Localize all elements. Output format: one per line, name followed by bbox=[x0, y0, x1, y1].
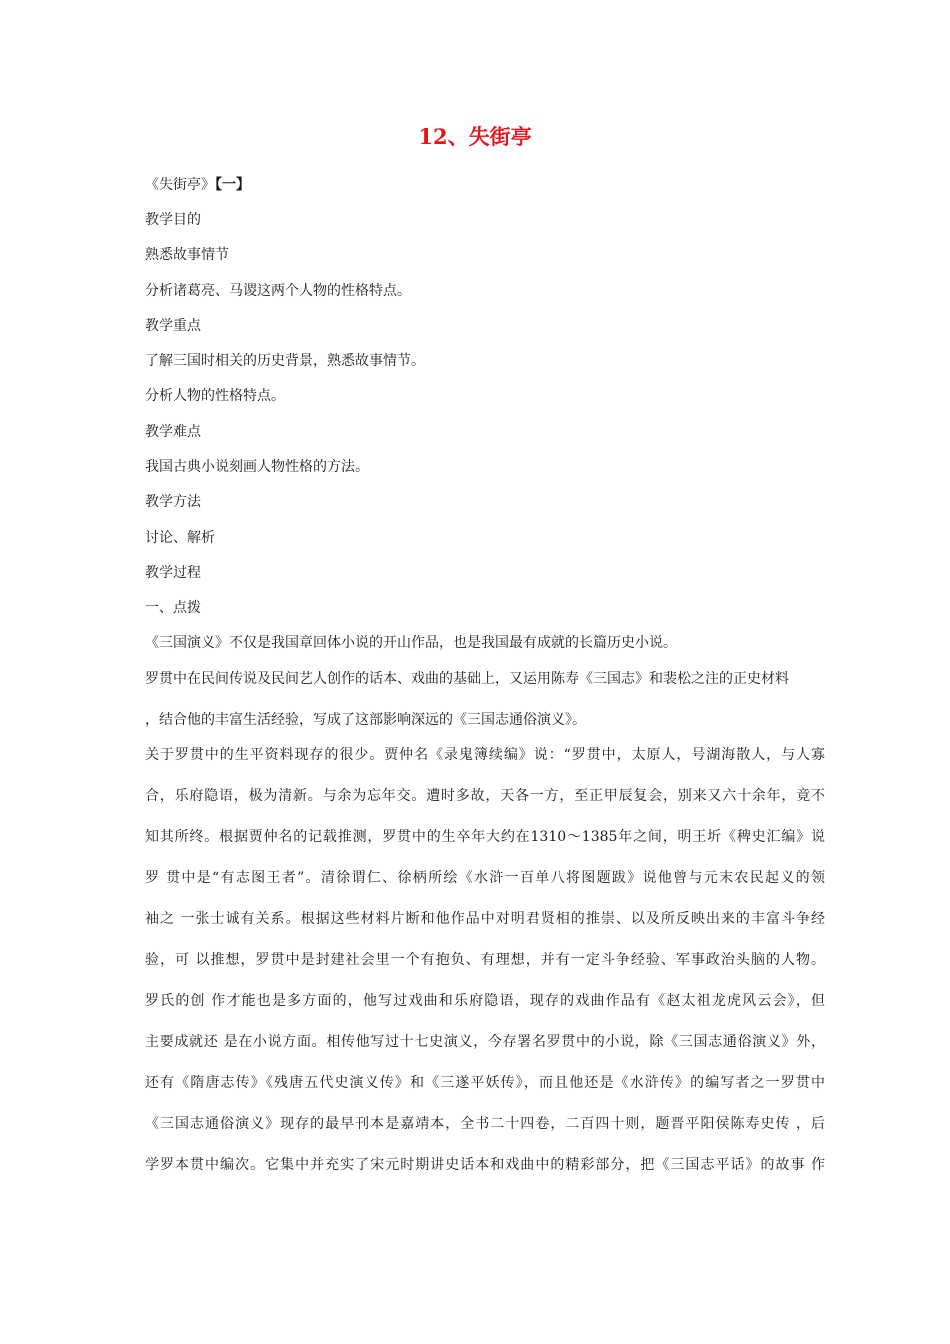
body-line: 罗贯中在民间传说及民间艺人创作的话本、戏曲的基础上，又运用陈寿《三国志》和裴松之注的正史材料 bbox=[145, 671, 789, 687]
body-line: 学罗本贯中编次。它集中并充实了宋元时期讲史话本和戏曲中的精彩部分，把《三国志平话》的故事 作 bbox=[145, 1157, 825, 1173]
subtitle-text: 《失街亭》 bbox=[145, 177, 215, 193]
body-line: 《三国志通俗演义》现存的最早刊本是嘉靖本，全书二十四卷，二百四十则，题晋平阳侯陈寿史传 ，后 bbox=[145, 1116, 825, 1132]
body-line: 罗氏的创 作才能也是多方面的，他写过戏曲和乐府隐语，现存的戏曲作品有《赵太祖龙虎风云会》，但 bbox=[145, 993, 825, 1009]
body-line: 分析诸葛亮、马谡这两个人物的性格特点。 bbox=[145, 283, 411, 299]
body-line: 讨论、解析 bbox=[145, 530, 215, 546]
body-line: 合，乐府隐语，极为清新。与余为忘年交。遭时多故，天各一方，至正甲辰复会，别来又六十余年，竟不 bbox=[145, 788, 825, 804]
body-line: 教学过程 bbox=[145, 565, 201, 581]
body-line: ，结合他的丰富生活经验，写成了这部影响深远的《三国志通俗演义》。 bbox=[145, 712, 586, 728]
body-line: 教学目的 bbox=[145, 212, 201, 228]
body-line: 分析人物的性格特点。 bbox=[145, 388, 285, 404]
body-line: 知其所终。根据贾仲名的记载推测，罗贯中的生卒年大约在1310～1385年之间，明王圻《稗史汇编》说 bbox=[145, 829, 825, 845]
body-line: 主要成就还 是在小说方面。相传他写过十七史演义，今存署名罗贯中的小说，除《三国志通俗演义》外， bbox=[145, 1034, 825, 1050]
body-line: 罗 贯中是“有志图王者”。清徐谓仁、徐柄所绘《水浒一百单八将图题跋》说他曾与元末农民起义的领 bbox=[145, 870, 825, 886]
body-line: 关于罗贯中的生平资料现存的很少。贾仲名《录鬼簿续编》说：“罗贯中，太原人，号湖海散人，与人寡 bbox=[145, 747, 825, 763]
body-line: 我国古典小说刻画人物性格的方法。 bbox=[145, 459, 369, 475]
body-line: 验，可 以推想，罗贯中是封建社会里一个有抱负、有理想，并有一定斗争经验、军事政治头脑的人物。 bbox=[145, 952, 825, 968]
body-line: 一、点拨 bbox=[145, 600, 201, 616]
subtitle-bracket: 【一】 bbox=[215, 177, 250, 193]
body-line: 《三国演义》不仅是我国章回体小说的开山作品，也是我国最有成就的长篇历史小说。 bbox=[145, 635, 677, 651]
body-line: 教学难点 bbox=[145, 424, 201, 440]
body-line: 了解三国时相关的历史背景，熟悉故事情节。 bbox=[145, 353, 425, 369]
page-title: 12、失街亭 bbox=[418, 124, 532, 149]
body-line: 教学重点 bbox=[145, 318, 201, 334]
body-line: 熟悉故事情节 bbox=[145, 247, 229, 263]
subtitle-line bbox=[145, 176, 825, 194]
body-line: 袖之 一张士诚有关系。根据这些材料片断和他作品中对明君贤相的推崇、以及所反映出来的丰富斗争经 bbox=[145, 911, 825, 927]
body-line: 教学方法 bbox=[145, 494, 201, 510]
body-line: 还有《隋唐志传》《残唐五代史演义传》和《三遂平妖传》，而且他还是《水浒传》的编写者之一罗贯中 bbox=[145, 1075, 825, 1091]
